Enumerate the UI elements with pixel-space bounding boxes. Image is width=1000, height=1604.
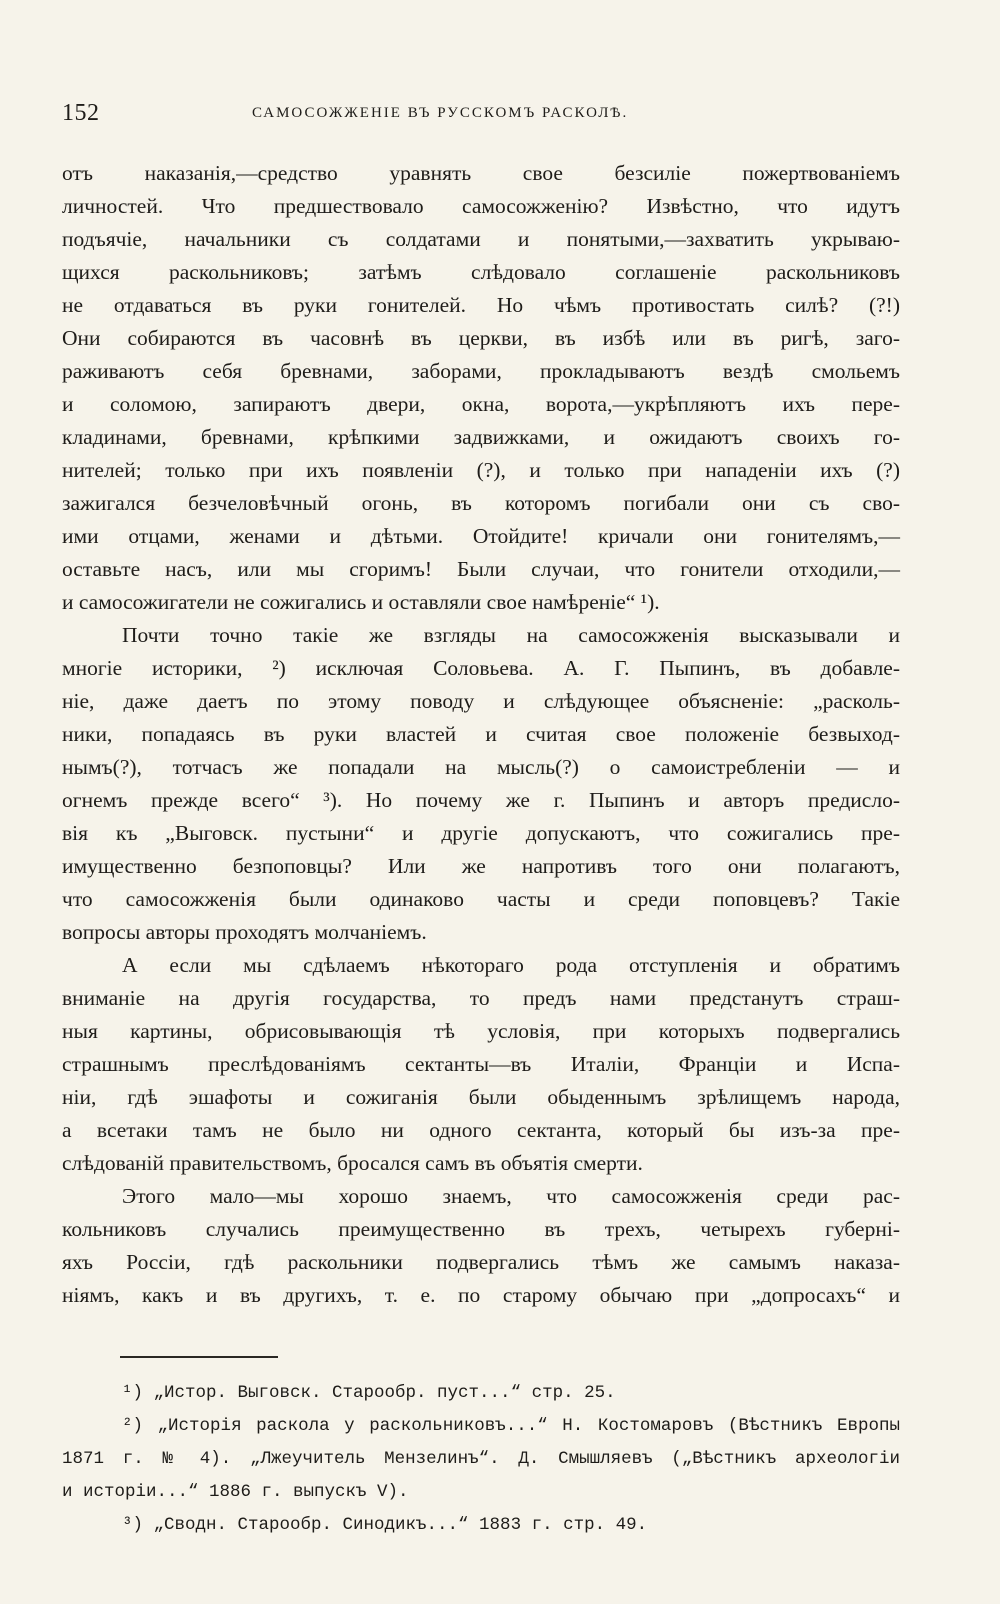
body-line: многіе историки, ²) исключая Соловьева. А. Г. Пыпинъ, въ добавле- xyxy=(62,656,900,680)
body-line: кладинами, бревнами, крѣпкими задвижками, и ожидаютъ своихъ го- xyxy=(62,425,900,449)
body-line: Они собираются въ часовнѣ въ церкви, въ избѣ или въ ригѣ, заго- xyxy=(62,326,900,350)
paragraph-start-line: Этого мало—мы хорошо знаемъ, что самосожженія среди рас- xyxy=(122,1184,900,1208)
body-line: и самосожигатели не сожигались и оставляли свое намѣреніе“ ¹). xyxy=(62,590,660,614)
body-line: вопросы авторы проходятъ молчаніемъ. xyxy=(62,920,427,944)
body-line: щихся раскольниковъ; затѣмъ слѣдовало соглашеніе раскольниковъ xyxy=(62,260,900,284)
body-line: вниманіе на другія государства, то предъ нами предстанутъ страш- xyxy=(62,986,900,1010)
body-line: ніямъ, какъ и въ другихъ, т. е. по старому обычаю при „допросахъ“ и xyxy=(62,1283,900,1307)
body-line: оставьте насъ, или мы сгоримъ! Были случаи, что гонители отходили,— xyxy=(62,557,900,581)
body-line: ніе, даже даетъ по этому поводу и слѣдующее объясненіе: „расколь- xyxy=(62,689,900,713)
body-line: имущественно безпоповцы? Или же напротивъ того они полагаютъ, xyxy=(62,854,900,878)
footnote-2-continuation: 1871 г. № 4). „Лжеучитель Мензелинъ“. Д. Смышляевъ („Вѣстникъ археологіи xyxy=(62,1449,900,1469)
page-number: 152 xyxy=(62,100,100,126)
paragraph-start-line: А если мы сдѣлаемъ нѣкотораго рода отступленія и обратимъ xyxy=(122,953,900,977)
body-line: не отдаваться въ руки гонителей. Но чѣмъ противостать силѣ? (?!) xyxy=(62,293,900,317)
body-line: ники, попадаясь въ руки властей и считая свое положеніе безвыход- xyxy=(62,722,900,746)
body-line: вія къ „Выговск. пустыни“ и другіе допускаютъ, что сожигались пре- xyxy=(62,821,900,845)
body-line: нымъ(?), тотчасъ же попадали на мысль(?) о самоистребленіи — и xyxy=(62,755,900,779)
body-line: огнемъ прежде всего“ ³). Но почему же г. Пыпинъ и авторъ предисло- xyxy=(62,788,900,812)
footnote-2: ²) „Исторія раскола у раскольниковъ...“ Н. Костомаровъ (Вѣстникъ Европы xyxy=(122,1416,900,1436)
paragraph-start-line: Почти точно такіе же взгляды на самосожженія высказывали и xyxy=(122,623,900,647)
body-line: а всетаки тамъ не было ни одного сектанта, который бы изъ-за пре- xyxy=(62,1118,900,1142)
footnotes xyxy=(62,1377,900,1542)
running-title: САМОСОЖЖЕНІЕ ВЪ РУССКОМЪ РАСКОЛѢ. xyxy=(252,105,629,121)
body-line: слѣдованій правительствомъ, бросался самъ въ объятія смерти. xyxy=(62,1151,643,1175)
body-line: ими отцами, женами и дѣтьми. Отойдите! кричали они гонителямъ,— xyxy=(62,524,900,548)
footnote-3: ³) „Сводн. Старообр. Синодикъ...“ 1883 г. стр. 49. xyxy=(122,1515,648,1535)
page-header xyxy=(62,100,900,140)
body-line: отъ наказанія,—средство уравнять свое безсиліе пожертвованіемъ xyxy=(62,161,900,185)
body-line: страшнымъ преслѣдованіямъ сектанты—въ Италіи, Франціи и Испа- xyxy=(62,1052,900,1076)
body-text xyxy=(62,157,900,1312)
body-line: зажигался безчеловѣчный огонь, въ которомъ погибали они съ сво- xyxy=(62,491,900,515)
footnote-1: ¹) „Истор. Выговск. Старообр. пуст...“ стр. 25. xyxy=(122,1383,616,1403)
body-line: раживаютъ себя бревнами, заборами, прокладываютъ вездѣ смольемъ xyxy=(62,359,900,383)
body-line: подъячіе, начальники съ солдатами и понятыми,—захватить укрываю- xyxy=(62,227,900,251)
body-line: ныя картины, обрисовывающія тѣ условія, при которыхъ подвергались xyxy=(62,1019,900,1043)
footnote-divider xyxy=(120,1356,278,1358)
body-line: нителей; только при ихъ появленіи (?), и только при нападеніи ихъ (?) xyxy=(62,458,900,482)
body-line: что самосожженія были одинаково часты и среди поповцевъ? Такіе xyxy=(62,887,900,911)
body-line: ніи, гдѣ эшафоты и сожиганія были обыденнымъ зрѣлищемъ народа, xyxy=(62,1085,900,1109)
body-line: и соломою, запираютъ двери, окна, ворота,—укрѣпляютъ ихъ пере- xyxy=(62,392,900,416)
body-line: кольниковъ случались преимущественно въ трехъ, четырехъ губерні- xyxy=(62,1217,900,1241)
body-line: личностей. Что предшествовало самосожженію? Извѣстно, что идутъ xyxy=(62,194,900,218)
footnote-2-continuation: и исторіи...“ 1886 г. выпускъ V). xyxy=(62,1482,409,1502)
body-line: яхъ Россіи, гдѣ раскольники подвергались тѣмъ же самымъ наказа- xyxy=(62,1250,900,1274)
